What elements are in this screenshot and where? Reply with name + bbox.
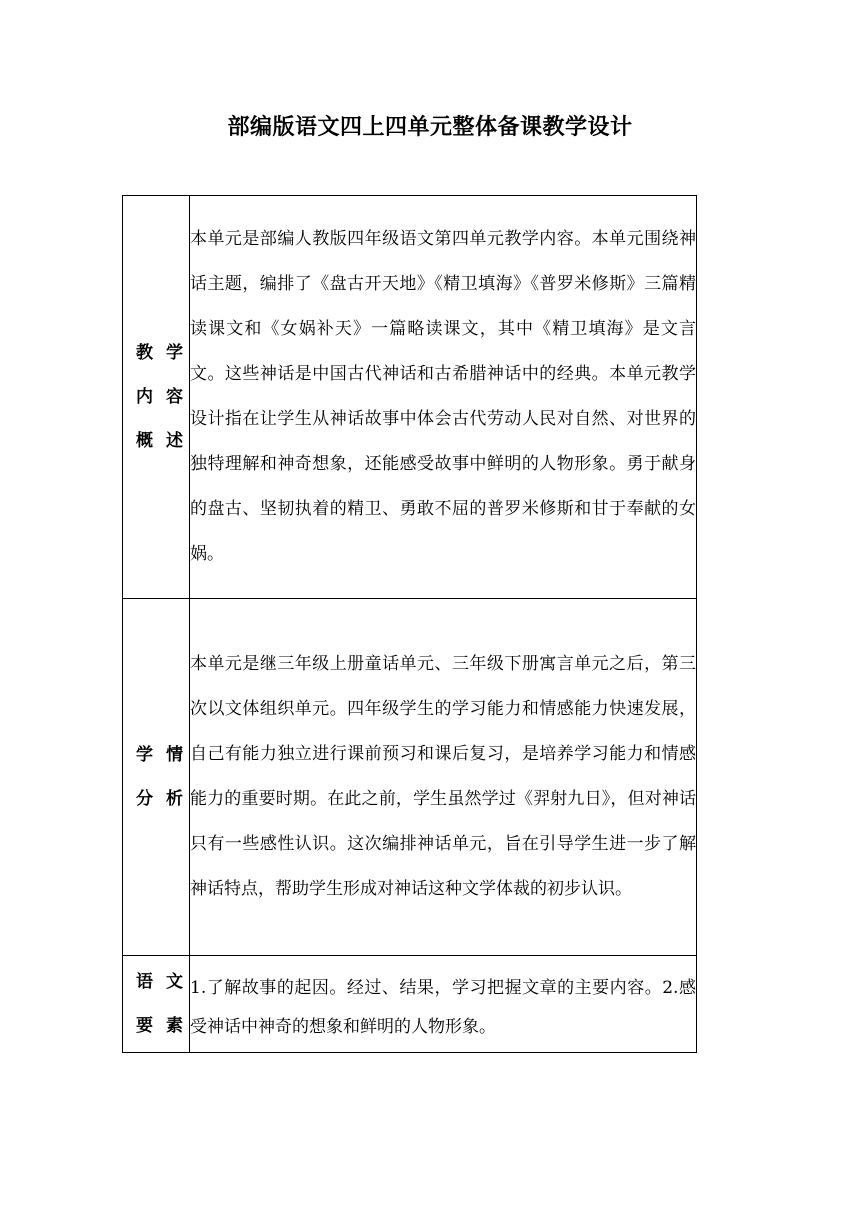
row-student-analysis-text: 本单元是继三年级上册童话单元、三年级下册寓言单元之后，第三次以文体组织单元。四年级学生的学习能力和情感能力快速发展，自己有能力独立进行课前预习和课后复习，是培养学习能力和情感能力的重要时期。在此之前，学生虽然学过《羿射九日》，但对神话只有一些感性认识。这次编排神话单元，旨在引导学生进一步了解神话特点，帮助学生形成对神话这种文学体裁的初步认识。 [190,599,697,956]
label-line: 教学 [136,343,196,363]
row-language-elements-text: 1.了解故事的起因。经过、结果，学习把握文章的主要内容。2.感受神话中神奇的想象和鲜明的人物形象。 [190,956,697,1053]
row-label-student-analysis [123,599,196,956]
table-row-language-elements [123,956,697,1053]
label-line: 内容 [136,387,196,407]
label-line: 分析 [136,789,196,809]
label-line: 语文 [136,972,196,992]
lesson-plan-table [122,195,697,1053]
document-title: 部编版语文四上四单元整体备课教学设计 [227,115,633,140]
row-content-overview-text: 本单元是部编人教版四年级语文第四单元教学内容。本单元围绕神话主题，编排了《盘古开天地》《精卫填海》《普罗米修斯》三篇精读课文和《女娲补天》一篇略读课文，其中《精卫填海》是文言文。这些神话是中国古代神话和古希腊神话中的经典。本单元教学设计指在让学生从神话故事中体会古代劳动人民对自然、对世界的独特理解和神奇想象，还能感受故事中鲜明的人物形象。勇于献身的盘古、坚韧执着的精卫、勇敢不屈的普罗米修斯和甘于奉献的女娲。 [190,196,697,599]
row-label-content-overview [123,196,196,599]
label-line: 概述 [136,431,196,451]
label-line: 学情 [136,745,196,765]
table-row-content-overview [123,196,697,599]
row-label-language-elements [123,956,196,1053]
table-row-student-analysis [123,599,697,956]
label-line: 要素 [136,1016,196,1036]
